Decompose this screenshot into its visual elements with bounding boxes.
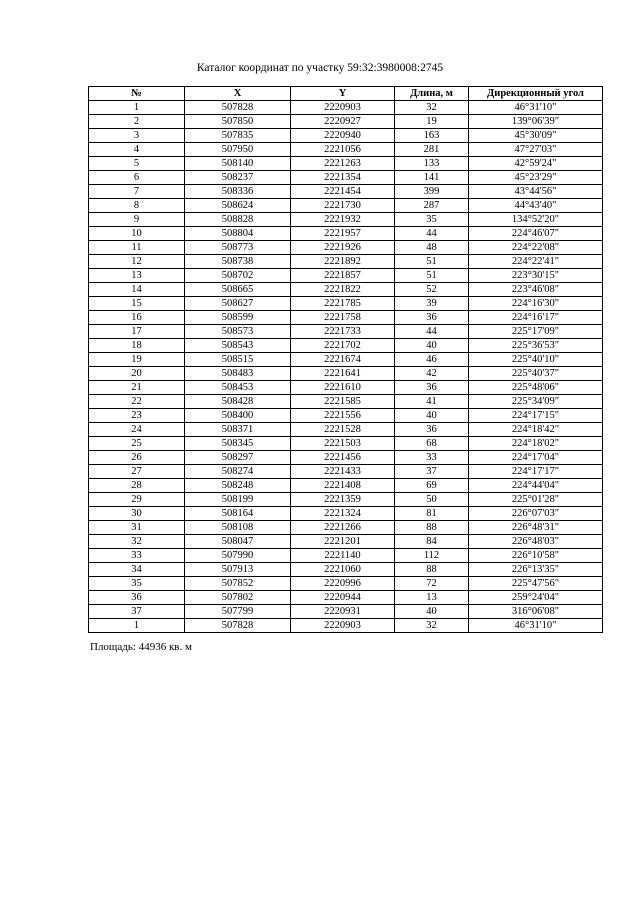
table-row xyxy=(89,395,603,409)
cell-x: 508164 xyxy=(185,507,291,521)
table-row xyxy=(89,479,603,493)
cell-length: 281 xyxy=(395,143,469,157)
cell-number: 7 xyxy=(89,185,185,199)
table-row xyxy=(89,129,603,143)
cell-direction-angle: 225°01'28" xyxy=(469,493,603,507)
cell-x: 507799 xyxy=(185,605,291,619)
cell-direction-angle: 46°31'10" xyxy=(469,101,603,115)
cell-length: 50 xyxy=(395,493,469,507)
cell-y: 2221263 xyxy=(291,157,395,171)
cell-direction-angle: 224°17'17" xyxy=(469,465,603,479)
cell-y: 2221610 xyxy=(291,381,395,395)
cell-y: 2221456 xyxy=(291,451,395,465)
cell-x: 507990 xyxy=(185,549,291,563)
cell-x: 508274 xyxy=(185,465,291,479)
cell-direction-angle: 223°46'08" xyxy=(469,283,603,297)
cell-length: 287 xyxy=(395,199,469,213)
header-number: № xyxy=(89,87,185,101)
table-row xyxy=(89,255,603,269)
cell-x: 508237 xyxy=(185,171,291,185)
table-row xyxy=(89,269,603,283)
cell-x: 508108 xyxy=(185,521,291,535)
cell-x: 508199 xyxy=(185,493,291,507)
cell-number: 2 xyxy=(89,115,185,129)
cell-x: 507835 xyxy=(185,129,291,143)
cell-number: 35 xyxy=(89,577,185,591)
cell-number: 32 xyxy=(89,535,185,549)
cell-number: 27 xyxy=(89,465,185,479)
cell-y: 2220944 xyxy=(291,591,395,605)
cell-direction-angle: 46°31'10" xyxy=(469,619,603,633)
cell-direction-angle: 224°18'42" xyxy=(469,423,603,437)
cell-length: 68 xyxy=(395,437,469,451)
cell-number: 30 xyxy=(89,507,185,521)
cell-direction-angle: 45°23'29" xyxy=(469,171,603,185)
header-y: Y xyxy=(291,87,395,101)
table-row xyxy=(89,619,603,633)
table-row xyxy=(89,521,603,535)
cell-direction-angle: 45°30'09" xyxy=(469,129,603,143)
table-row xyxy=(89,213,603,227)
cell-number: 31 xyxy=(89,521,185,535)
cell-length: 37 xyxy=(395,465,469,479)
cell-x: 508599 xyxy=(185,311,291,325)
cell-direction-angle: 134°52'20" xyxy=(469,213,603,227)
cell-y: 2221056 xyxy=(291,143,395,157)
cell-x: 508371 xyxy=(185,423,291,437)
table-row xyxy=(89,367,603,381)
cell-length: 36 xyxy=(395,381,469,395)
cell-x: 507950 xyxy=(185,143,291,157)
cell-y: 2220931 xyxy=(291,605,395,619)
table-row xyxy=(89,493,603,507)
table-row xyxy=(89,437,603,451)
cell-length: 35 xyxy=(395,213,469,227)
cell-number: 1 xyxy=(89,619,185,633)
table-row xyxy=(89,325,603,339)
cell-length: 52 xyxy=(395,283,469,297)
cell-y: 2221454 xyxy=(291,185,395,199)
cell-length: 32 xyxy=(395,101,469,115)
cell-direction-angle: 225°40'37" xyxy=(469,367,603,381)
cell-direction-angle: 226°13'35" xyxy=(469,563,603,577)
cell-length: 40 xyxy=(395,605,469,619)
cell-number: 23 xyxy=(89,409,185,423)
cell-length: 399 xyxy=(395,185,469,199)
cell-y: 2221408 xyxy=(291,479,395,493)
cell-number: 20 xyxy=(89,367,185,381)
cell-number: 28 xyxy=(89,479,185,493)
cell-y: 2221354 xyxy=(291,171,395,185)
cell-direction-angle: 223°30'15" xyxy=(469,269,603,283)
cell-y: 2221822 xyxy=(291,283,395,297)
cell-y: 2221324 xyxy=(291,507,395,521)
cell-number: 4 xyxy=(89,143,185,157)
cell-length: 32 xyxy=(395,619,469,633)
cell-direction-angle: 42°59'24" xyxy=(469,157,603,171)
cell-direction-angle: 225°36'53" xyxy=(469,339,603,353)
cell-length: 41 xyxy=(395,395,469,409)
table-row xyxy=(89,535,603,549)
cell-y: 2221641 xyxy=(291,367,395,381)
table-row xyxy=(89,409,603,423)
cell-length: 48 xyxy=(395,241,469,255)
cell-x: 508543 xyxy=(185,339,291,353)
cell-number: 10 xyxy=(89,227,185,241)
cell-number: 25 xyxy=(89,437,185,451)
cell-y: 2221733 xyxy=(291,325,395,339)
table-body xyxy=(89,101,603,633)
cell-x: 508773 xyxy=(185,241,291,255)
cell-y: 2220940 xyxy=(291,129,395,143)
cell-x: 508828 xyxy=(185,213,291,227)
cell-direction-angle: 224°16'30" xyxy=(469,297,603,311)
table-row xyxy=(89,423,603,437)
cell-x: 508738 xyxy=(185,255,291,269)
cell-direction-angle: 224°16'17" xyxy=(469,311,603,325)
table-row xyxy=(89,185,603,199)
cell-number: 19 xyxy=(89,353,185,367)
cell-x: 508428 xyxy=(185,395,291,409)
table-row xyxy=(89,507,603,521)
cell-direction-angle: 43°44'56" xyxy=(469,185,603,199)
cell-length: 51 xyxy=(395,255,469,269)
cell-length: 133 xyxy=(395,157,469,171)
cell-length: 44 xyxy=(395,227,469,241)
table-row xyxy=(89,549,603,563)
cell-x: 508345 xyxy=(185,437,291,451)
cell-y: 2221556 xyxy=(291,409,395,423)
cell-length: 36 xyxy=(395,311,469,325)
cell-length: 163 xyxy=(395,129,469,143)
cell-y: 2221201 xyxy=(291,535,395,549)
table-row xyxy=(89,101,603,115)
cell-direction-angle: 224°22'08" xyxy=(469,241,603,255)
cell-direction-angle: 226°07'03" xyxy=(469,507,603,521)
cell-y: 2220903 xyxy=(291,101,395,115)
cell-y: 2220927 xyxy=(291,115,395,129)
cell-direction-angle: 44°43'40" xyxy=(469,199,603,213)
cell-x: 508453 xyxy=(185,381,291,395)
cell-length: 72 xyxy=(395,577,469,591)
cell-length: 141 xyxy=(395,171,469,185)
cell-direction-angle: 225°17'09" xyxy=(469,325,603,339)
cell-x: 507913 xyxy=(185,563,291,577)
cell-x: 508047 xyxy=(185,535,291,549)
cell-y: 2221892 xyxy=(291,255,395,269)
cell-y: 2221932 xyxy=(291,213,395,227)
cell-number: 16 xyxy=(89,311,185,325)
cell-direction-angle: 226°10'58" xyxy=(469,549,603,563)
coordinates-table xyxy=(88,86,603,633)
cell-number: 1 xyxy=(89,101,185,115)
cell-direction-angle: 139°06'39" xyxy=(469,115,603,129)
cell-y: 2220903 xyxy=(291,619,395,633)
table-row xyxy=(89,283,603,297)
cell-y: 2221585 xyxy=(291,395,395,409)
cell-number: 12 xyxy=(89,255,185,269)
header-direction-angle: Дирекционный угол xyxy=(469,87,603,101)
cell-direction-angle: 225°47'56" xyxy=(469,577,603,591)
cell-y: 2221730 xyxy=(291,199,395,213)
table-row xyxy=(89,563,603,577)
table-row xyxy=(89,605,603,619)
cell-number: 5 xyxy=(89,157,185,171)
cell-y: 2221266 xyxy=(291,521,395,535)
cell-length: 51 xyxy=(395,269,469,283)
cell-direction-angle: 226°48'31" xyxy=(469,521,603,535)
cell-direction-angle: 224°17'04" xyxy=(469,451,603,465)
cell-number: 17 xyxy=(89,325,185,339)
table-row xyxy=(89,199,603,213)
table-row xyxy=(89,171,603,185)
cell-y: 2220996 xyxy=(291,577,395,591)
cell-x: 508248 xyxy=(185,479,291,493)
cell-y: 2221503 xyxy=(291,437,395,451)
cell-direction-angle: 225°48'06" xyxy=(469,381,603,395)
cell-length: 81 xyxy=(395,507,469,521)
cell-direction-angle: 47°27'03" xyxy=(469,143,603,157)
cell-number: 9 xyxy=(89,213,185,227)
table-row xyxy=(89,353,603,367)
cell-direction-angle: 224°22'41" xyxy=(469,255,603,269)
cell-x: 508400 xyxy=(185,409,291,423)
cell-length: 112 xyxy=(395,549,469,563)
cell-x: 507828 xyxy=(185,101,291,115)
cell-direction-angle: 224°18'02" xyxy=(469,437,603,451)
cell-x: 508702 xyxy=(185,269,291,283)
document-title: Каталог координат по участку 59:32:3980008:2745 xyxy=(196,62,444,74)
cell-number: 3 xyxy=(89,129,185,143)
cell-direction-angle: 225°34'09" xyxy=(469,395,603,409)
table-row xyxy=(89,157,603,171)
cell-number: 34 xyxy=(89,563,185,577)
cell-x: 508804 xyxy=(185,227,291,241)
cell-length: 44 xyxy=(395,325,469,339)
cell-y: 2221926 xyxy=(291,241,395,255)
table-row xyxy=(89,143,603,157)
table-row xyxy=(89,577,603,591)
cell-x: 508483 xyxy=(185,367,291,381)
cell-x: 508627 xyxy=(185,297,291,311)
cell-y: 2221528 xyxy=(291,423,395,437)
cell-number: 6 xyxy=(89,171,185,185)
cell-direction-angle: 225°40'10" xyxy=(469,353,603,367)
cell-x: 508297 xyxy=(185,451,291,465)
cell-y: 2221957 xyxy=(291,227,395,241)
cell-length: 42 xyxy=(395,367,469,381)
cell-length: 36 xyxy=(395,423,469,437)
cell-x: 508336 xyxy=(185,185,291,199)
cell-number: 29 xyxy=(89,493,185,507)
cell-length: 69 xyxy=(395,479,469,493)
cell-length: 19 xyxy=(395,115,469,129)
table-row xyxy=(89,465,603,479)
cell-y: 2221433 xyxy=(291,465,395,479)
cell-x: 508140 xyxy=(185,157,291,171)
cell-length: 88 xyxy=(395,521,469,535)
cell-y: 2221702 xyxy=(291,339,395,353)
cell-y: 2221140 xyxy=(291,549,395,563)
cell-y: 2221857 xyxy=(291,269,395,283)
header-x: X xyxy=(185,87,291,101)
cell-y: 2221785 xyxy=(291,297,395,311)
cell-direction-angle: 259°24'04" xyxy=(469,591,603,605)
cell-length: 46 xyxy=(395,353,469,367)
cell-number: 22 xyxy=(89,395,185,409)
cell-x: 507850 xyxy=(185,115,291,129)
cell-length: 40 xyxy=(395,339,469,353)
cell-length: 40 xyxy=(395,409,469,423)
cell-length: 88 xyxy=(395,563,469,577)
cell-direction-angle: 224°17'15" xyxy=(469,409,603,423)
cell-number: 33 xyxy=(89,549,185,563)
table-row xyxy=(89,115,603,129)
cell-x: 508665 xyxy=(185,283,291,297)
cell-number: 26 xyxy=(89,451,185,465)
cell-number: 11 xyxy=(89,241,185,255)
table-row xyxy=(89,241,603,255)
cell-number: 36 xyxy=(89,591,185,605)
table-row xyxy=(89,339,603,353)
cell-length: 84 xyxy=(395,535,469,549)
area-text: Площадь: 44936 кв. м xyxy=(90,641,192,653)
cell-x: 508624 xyxy=(185,199,291,213)
table-header-row xyxy=(89,87,603,101)
cell-x: 507802 xyxy=(185,591,291,605)
cell-length: 39 xyxy=(395,297,469,311)
cell-number: 18 xyxy=(89,339,185,353)
table-row xyxy=(89,381,603,395)
cell-number: 8 xyxy=(89,199,185,213)
cell-number: 13 xyxy=(89,269,185,283)
cell-length: 13 xyxy=(395,591,469,605)
cell-length: 33 xyxy=(395,451,469,465)
cell-y: 2221758 xyxy=(291,311,395,325)
cell-number: 15 xyxy=(89,297,185,311)
cell-number: 21 xyxy=(89,381,185,395)
table-row xyxy=(89,451,603,465)
cell-x: 508515 xyxy=(185,353,291,367)
cell-direction-angle: 224°46'07" xyxy=(469,227,603,241)
cell-x: 507828 xyxy=(185,619,291,633)
cell-x: 507852 xyxy=(185,577,291,591)
cell-number: 37 xyxy=(89,605,185,619)
cell-y: 2221674 xyxy=(291,353,395,367)
table-row xyxy=(89,227,603,241)
cell-direction-angle: 224°44'04" xyxy=(469,479,603,493)
cell-direction-angle: 316°06'08" xyxy=(469,605,603,619)
table-row xyxy=(89,591,603,605)
table-row xyxy=(89,297,603,311)
cell-x: 508573 xyxy=(185,325,291,339)
header-length: Длина, м xyxy=(395,87,469,101)
table-row xyxy=(89,311,603,325)
cell-number: 24 xyxy=(89,423,185,437)
cell-y: 2221060 xyxy=(291,563,395,577)
cell-number: 14 xyxy=(89,283,185,297)
cell-direction-angle: 226°48'03" xyxy=(469,535,603,549)
cell-y: 2221359 xyxy=(291,493,395,507)
